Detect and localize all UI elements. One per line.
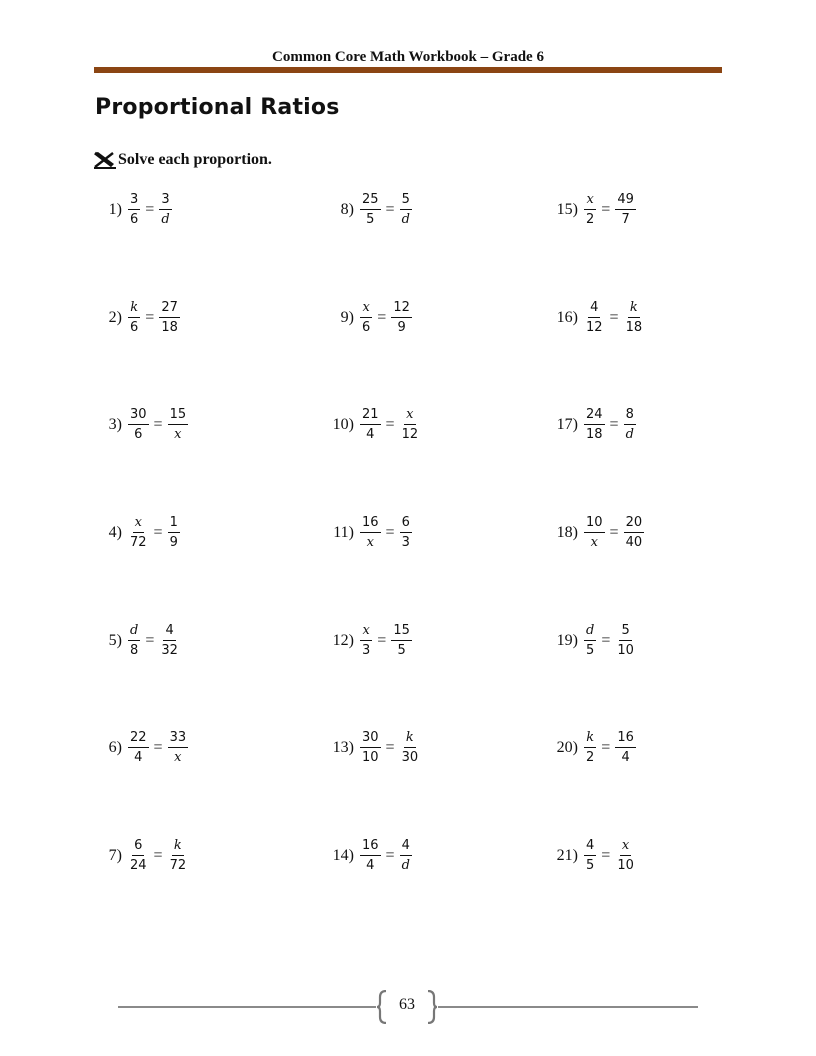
equals-sign: = [385, 416, 395, 433]
denominator: x [590, 535, 598, 550]
instructions-text: Solve each proportion. [118, 151, 272, 168]
numerator: x [584, 192, 595, 210]
problem-5 [104, 623, 182, 659]
numerator: 22 [128, 730, 149, 748]
page-title: Proportional Ratios [95, 95, 340, 120]
denominator: 5 [397, 643, 406, 658]
equals-sign: = [385, 847, 395, 864]
denominator: 2 [586, 750, 595, 765]
equals-sign: = [609, 524, 619, 541]
denominator: x [174, 427, 182, 442]
equals-sign: = [153, 416, 163, 433]
equals-sign: = [609, 309, 619, 326]
denominator: x [174, 750, 182, 765]
pencil-icon [92, 149, 118, 171]
denominator: 32 [161, 643, 178, 658]
numerator: 49 [615, 192, 636, 210]
equals-sign: = [145, 201, 155, 218]
footer-rule-left [118, 1006, 376, 1008]
problem-9 [328, 300, 414, 336]
right-brace-icon [426, 990, 438, 1024]
denominator: 40 [625, 535, 643, 550]
numerator: x [404, 407, 415, 425]
problem-11 [328, 515, 414, 551]
problem-number: 8) [340, 201, 354, 218]
numerator: 15 [391, 623, 412, 641]
problem-19 [552, 623, 638, 659]
denominator: 5 [586, 643, 595, 658]
equals-sign: = [153, 524, 163, 541]
denominator: 72 [169, 858, 187, 873]
numerator: 12 [391, 300, 412, 318]
right-fraction [615, 730, 636, 766]
numerator: 30 [360, 730, 381, 748]
denominator: 4 [366, 858, 375, 873]
problem-1 [104, 192, 174, 228]
problem-16 [552, 300, 646, 336]
problem-3 [104, 407, 190, 443]
equals-sign: = [145, 309, 155, 326]
numerator: k [172, 838, 184, 856]
problem-number: 19) [556, 632, 578, 649]
numerator: x [133, 515, 144, 533]
left-fraction [360, 192, 381, 228]
header-rule [94, 67, 722, 73]
numerator: 27 [159, 300, 180, 318]
denominator: 5 [366, 212, 375, 227]
numerator: 3 [159, 192, 171, 210]
left-fraction [360, 407, 381, 443]
problem-21 [552, 838, 638, 874]
denominator: 9 [169, 535, 178, 550]
equals-sign: = [153, 739, 163, 756]
numerator: 16 [615, 730, 636, 748]
numerator: 24 [584, 407, 605, 425]
header-title: Common Core Math Workbook – Grade 6 [272, 49, 544, 65]
numerator: 4 [400, 838, 412, 856]
denominator: 18 [586, 427, 603, 442]
denominator: d [401, 212, 410, 227]
numerator: 16 [360, 515, 381, 533]
numerator: 3 [128, 192, 140, 210]
right-fraction [400, 838, 412, 874]
problem-4 [104, 515, 182, 551]
left-fraction [360, 838, 381, 874]
denominator: 3 [362, 643, 371, 658]
right-fraction [168, 407, 189, 443]
problem-8 [328, 192, 414, 228]
denominator: 6 [130, 320, 139, 335]
left-fraction [584, 623, 596, 659]
right-fraction [400, 515, 412, 551]
numerator: 10 [584, 515, 605, 533]
denominator: 8 [130, 643, 139, 658]
denominator: 12 [586, 320, 603, 335]
equals-sign: = [377, 632, 387, 649]
problem-18 [552, 515, 646, 551]
right-fraction [391, 300, 412, 336]
right-fraction [159, 300, 180, 336]
numerator: 8 [624, 407, 636, 425]
numerator: k [584, 730, 596, 748]
problem-number: 7) [108, 847, 122, 864]
right-fraction [624, 407, 636, 443]
numerator: 6 [400, 515, 412, 533]
denominator: 72 [130, 535, 147, 550]
denominator: 10 [617, 858, 634, 873]
left-fraction [360, 515, 381, 551]
left-fraction [584, 730, 596, 766]
equals-sign: = [377, 309, 387, 326]
problem-number: 17) [556, 416, 578, 433]
equals-sign: = [145, 632, 155, 649]
problem-number: 9) [340, 309, 354, 326]
numerator: 21 [360, 407, 381, 425]
numerator: 5 [619, 623, 631, 641]
left-fraction [584, 300, 605, 336]
problem-number: 12) [332, 632, 354, 649]
problem-number: 20) [556, 739, 578, 756]
equals-sign: = [385, 739, 395, 756]
denominator: 6 [134, 427, 143, 442]
right-fraction [400, 192, 412, 228]
denominator: 30 [401, 750, 419, 765]
numerator: k [628, 300, 640, 318]
right-fraction [615, 192, 636, 228]
right-fraction [168, 515, 180, 551]
left-fraction [128, 300, 140, 336]
left-fraction [128, 730, 149, 766]
denominator: 4 [366, 427, 375, 442]
problem-13 [328, 730, 422, 766]
denominator: 18 [161, 320, 178, 335]
right-fraction [624, 515, 645, 551]
denominator: 24 [130, 858, 147, 873]
right-fraction [624, 300, 645, 336]
equals-sign: = [153, 847, 163, 864]
equals-sign: = [601, 847, 611, 864]
problem-number: 16) [556, 309, 578, 326]
denominator: 6 [362, 320, 371, 335]
denominator: 10 [362, 750, 379, 765]
numerator: d [128, 623, 140, 641]
numerator: d [584, 623, 596, 641]
numerator: 16 [360, 838, 381, 856]
problem-number: 13) [332, 739, 354, 756]
denominator: 12 [401, 427, 419, 442]
problem-number: 11) [333, 524, 354, 541]
right-fraction [168, 730, 189, 766]
problem-number: 6) [108, 739, 122, 756]
problem-10 [328, 407, 422, 443]
denominator: 4 [134, 750, 143, 765]
problem-number: 1) [108, 201, 122, 218]
numerator: 33 [168, 730, 189, 748]
problem-12 [328, 623, 414, 659]
left-fraction [128, 623, 140, 659]
problem-6 [104, 730, 190, 766]
numerator: 5 [400, 192, 412, 210]
left-fraction [584, 838, 596, 874]
problem-number: 3) [108, 416, 122, 433]
problem-number: 5) [108, 632, 122, 649]
denominator: d [161, 212, 170, 227]
right-fraction [615, 623, 636, 659]
problem-number: 14) [332, 847, 354, 864]
problem-2 [104, 300, 182, 336]
denominator: 3 [401, 535, 410, 550]
numerator: 30 [128, 407, 149, 425]
left-fraction [360, 730, 381, 766]
denominator: 6 [130, 212, 139, 227]
numerator: 4 [163, 623, 175, 641]
numerator: 15 [168, 407, 189, 425]
numerator: 20 [624, 515, 645, 533]
equals-sign: = [601, 201, 611, 218]
page-number: 63 [399, 996, 415, 1013]
left-fraction [360, 623, 372, 659]
problem-number: 4) [108, 524, 122, 541]
numerator: 4 [588, 300, 600, 318]
left-fraction [128, 838, 149, 874]
right-fraction [400, 730, 421, 766]
right-fraction [159, 192, 171, 228]
numerator: k [404, 730, 416, 748]
denominator: 18 [625, 320, 643, 335]
numerator: 4 [584, 838, 596, 856]
denominator: 9 [397, 320, 406, 335]
equals-sign: = [601, 739, 611, 756]
numerator: x [620, 838, 631, 856]
footer-rule-right [438, 1006, 698, 1008]
right-fraction [400, 407, 421, 443]
denominator: d [401, 858, 410, 873]
denominator: 10 [617, 643, 634, 658]
right-fraction [168, 838, 189, 874]
denominator: 2 [586, 212, 595, 227]
numerator: x [360, 623, 371, 641]
denominator: 5 [586, 858, 595, 873]
problem-number: 2) [108, 309, 122, 326]
numerator: k [128, 300, 140, 318]
denominator: d [625, 427, 634, 442]
left-fraction [584, 407, 605, 443]
denominator: x [366, 535, 374, 550]
problem-number: 10) [332, 416, 354, 433]
problem-number: 15) [556, 201, 578, 218]
denominator: 4 [621, 750, 630, 765]
numerator: 6 [132, 838, 144, 856]
right-fraction [615, 838, 636, 874]
left-fraction [584, 515, 605, 551]
right-fraction [159, 623, 180, 659]
equals-sign: = [601, 632, 611, 649]
numerator: 25 [360, 192, 381, 210]
problem-number: 21) [556, 847, 578, 864]
problem-7 [104, 838, 190, 874]
right-fraction [391, 623, 412, 659]
problem-20 [552, 730, 638, 766]
numerator: 1 [168, 515, 180, 533]
problem-14 [328, 838, 414, 874]
left-fraction [128, 192, 140, 228]
problem-17 [552, 407, 638, 443]
equals-sign: = [385, 201, 395, 218]
left-fraction [128, 515, 149, 551]
problem-number: 18) [556, 524, 578, 541]
denominator: 7 [621, 212, 630, 227]
problem-15 [552, 192, 638, 228]
equals-sign: = [609, 416, 619, 433]
instructions [92, 149, 272, 171]
left-fraction [584, 192, 596, 228]
numerator: x [360, 300, 371, 318]
left-fraction [128, 407, 149, 443]
left-fraction [360, 300, 372, 336]
equals-sign: = [385, 524, 395, 541]
